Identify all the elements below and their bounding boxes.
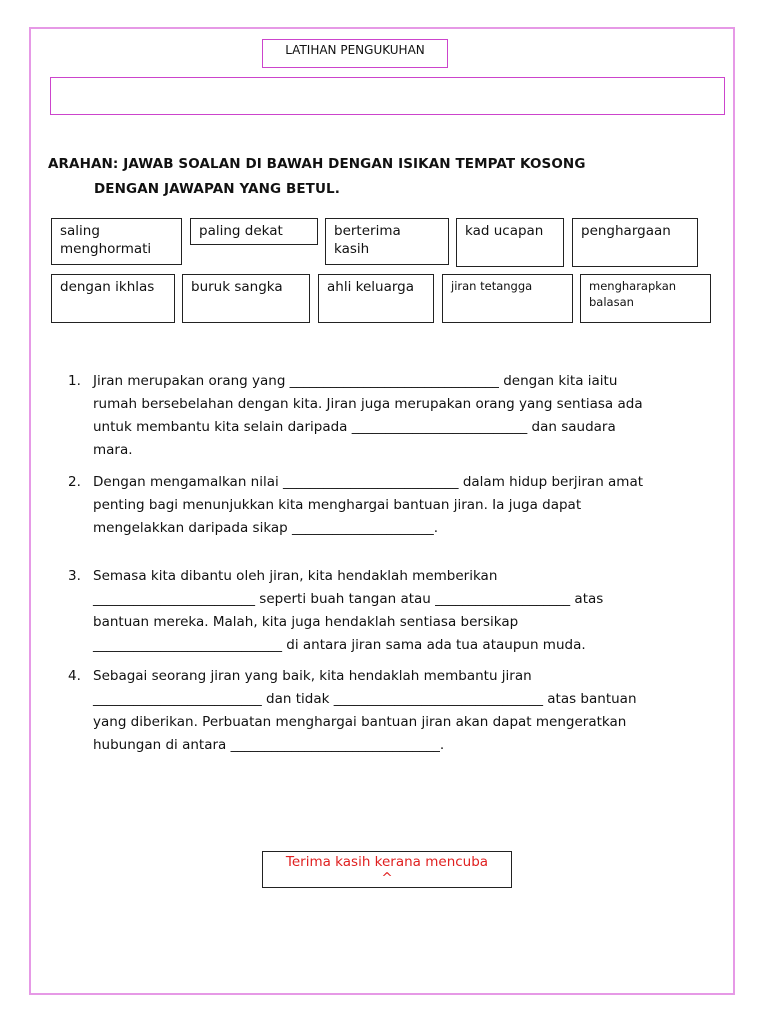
footer-message-box — [262, 851, 512, 888]
word-box: berterima kasih — [325, 218, 449, 265]
word-box: penghargaan — [572, 218, 698, 267]
question-line: ____________________________ di antara jiran sama ada tua ataupun muda. — [93, 637, 586, 653]
question-line: rumah bersebelahan dengan kita. Jiran juga merupakan orang yang sentiasa ada — [93, 396, 643, 412]
question-line: mengelakkan daripada sikap _____________________. — [93, 520, 439, 536]
question-line: Sebagai seorang jiran yang baik, kita hendaklah membantu jiran — [93, 668, 532, 684]
question-line: yang diberikan. Perbuatan menghargai bantuan jiran akan dapat mengeratkan — [93, 714, 627, 730]
question-number: 4. — [68, 668, 81, 684]
question-line: bantuan mereka. Malah, kita juga hendaklah sentiasa bersikap — [93, 614, 519, 630]
question-line: _________________________ dan tidak _______________________________ atas bantuan — [93, 691, 637, 707]
word-box: buruk sangka — [182, 274, 310, 323]
question-line: untuk membantu kita selain daripada __________________________ dan saudara — [93, 419, 616, 435]
word-box: dengan ikhlas — [51, 274, 175, 323]
instruction-line-2: DENGAN JAWAPAN YANG BETUL. — [94, 181, 340, 197]
name-field-box[interactable] — [50, 77, 725, 115]
word-box: jiran tetangga — [442, 274, 573, 323]
word-box: saling menghormati — [51, 218, 182, 265]
question-line: ________________________ seperti buah tangan atau ____________________ atas — [93, 591, 604, 607]
footer-caret: ^ — [381, 870, 393, 886]
footer-message: Terima kasih kerana mencuba — [285, 854, 489, 870]
word-box: kad ucapan — [456, 218, 564, 267]
question-number: 1. — [68, 373, 81, 389]
question-line: Semasa kita dibantu oleh jiran, kita hendaklah memberikan — [93, 568, 498, 584]
question-number: 3. — [68, 568, 81, 584]
question-line: penting bagi menunjukkan kita menghargai bantuan jiran. Ia juga dapat — [93, 497, 582, 513]
page-title: LATIHAN PENGUKUHAN — [262, 39, 448, 68]
word-box: mengharapkan balasan — [580, 274, 711, 323]
question-number: 2. — [68, 474, 81, 490]
word-box: paling dekat — [190, 218, 318, 245]
question-line: mara. — [93, 442, 133, 458]
question-line: hubungan di antara _______________________________. — [93, 737, 445, 753]
question-line: Dengan mengamalkan nilai __________________________ dalam hidup berjiran amat — [93, 474, 644, 490]
instruction-line-1: ARAHAN: JAWAB SOALAN DI BAWAH DENGAN ISIKAN TEMPAT KOSONG — [48, 156, 586, 172]
word-box: ahli keluarga — [318, 274, 434, 323]
question-line: Jiran merupakan orang yang _______________________________ dengan kita iaitu — [93, 373, 618, 389]
